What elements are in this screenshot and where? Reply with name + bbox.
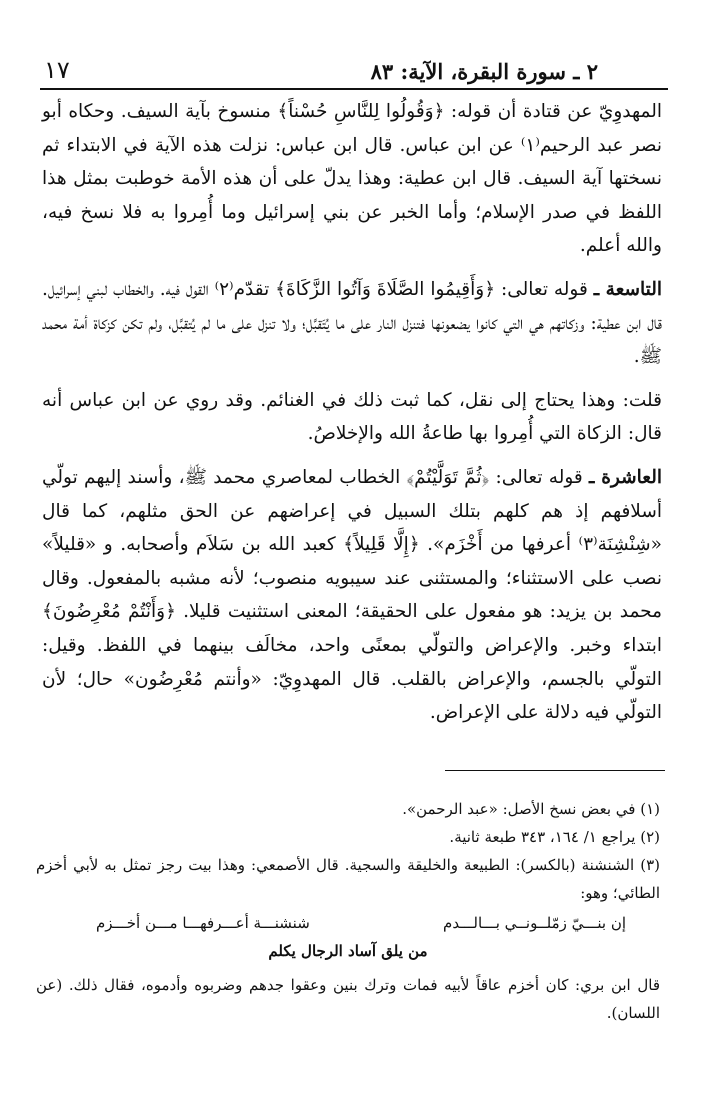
main-text <box>42 95 662 730</box>
page-number: ١٧ <box>44 56 70 84</box>
verse-line-1 <box>36 909 660 937</box>
paragraph-4 <box>42 461 662 730</box>
footnote-3-tail: قال ابن بري: كان أخزم عاقاً لأبيه فمات وترك بنين وعقوا جدهم وضربوه وأدموه، فقال ذلك. (عن اللسان). <box>36 976 660 1022</box>
paragraph-2-text: قوله تعالى: ﴿وَأَقِيمُوا الصَّلَاةَ وَآتُوا الزَّكَاةَ﴾ تقدّم⁽٢⁾ القول فيه. والخطاب لبني إسرائيل. قال ابن عطية: وزكاتهم هي التي كانوا يضعونها فتنزل النار على ما يُتَقبَّل؛ ولا تنزل على ما لم يُتقبَّل، ولم تكن كزكاة أمة محمد ﷺ. <box>42 278 662 368</box>
footnote-separator <box>445 770 665 771</box>
footnotes <box>36 795 660 1027</box>
paragraph-3: قلت: وهذا يحتاج إلى نقل، كما ثبت ذلك في الغنائم. وقد روي عن ابن عباس أنه قال: الزكاة التي أُمِروا بها طاعةُ الله والإخلاصُ. <box>42 389 662 445</box>
verse-hemistich-1: إن بنـــيّ زمّلــونــي بـــالـــدم <box>443 914 626 932</box>
paragraph-1: المهدوِيّ عن قتادة أن قوله: ﴿وَقُولُوا لِلنَّاسِ حُسْناً﴾ منسوخ بآية السيف. وحكاه أبو نصر عبد الرحيم⁽١⁾ عن ابن عباس. قال ابن عباس: نزلت هذه الآية في الابتداء ثم نسختها آية السيف. قال ابن عطية: وهذا يدلّ على أن هذه الأمة خوطبت بمثل هذا اللفظ في صدر الإسلام؛ وأما الخبر عن بني إسرائيل وما أُمِروا به فلا نسخ فيه، والله أعلم. <box>42 101 662 257</box>
footnote-2: (٢) يراجع ١/ ١٦٤، ٣٤٣ طبعة ثانية. <box>449 828 660 846</box>
footnote-1: (١) في بعض نسخ الأصل: «عبد الرحمن». <box>402 800 660 818</box>
section-lead-ninth: التاسعة ـ <box>593 278 662 300</box>
verse-hemistich-2: شنشنـــة أعـــرفهـــا مـــن أخـــزم <box>96 914 310 932</box>
paragraph-4-text: قوله تعالى: ﴿ثُمَّ تَوَلَّيْتُمْ﴾ الخطاب لمعاصري محمد ﷺ، وأسند إليهم تولّي أسلافهم إذ هم كلهم بتلك السبيل في إعراضهم عن الحق مثلهم، كما قال «شِنْشِنَة⁽٣⁾ أعرفها من أَخْزَم». ﴿إِلَّا قَلِيلاً﴾ كعبد الله بن سَلاَم وأصحابه. و «قليلاً» نصب على الاستثناء؛ والمستثنى عند سيبويه منصوب؛ لأنه مشبه بالمفعول. وقال محمد بن يزيد: هو مفعول على الحقيقة؛ المعنى استثنيت قليلا. ﴿وَأَنْتُمْ مُعْرِضُونَ﴾ ابتداء وخبر. والإعراض والتولّي بمعنًى واحد، مخالَف بينهما في اللفظ. وقيل: التولّي بالجسم، والإعراض بالقلب. قال المهدوِيّ: «وأنتم مُعْرِضُون» حال؛ لأن التولّي فيه دلالة على الإعراض. <box>42 466 662 724</box>
page-header <box>40 48 668 90</box>
paragraph-2 <box>42 273 662 374</box>
running-head: ٢ ـ سورة البقرة، الآية: ٨٣ <box>370 59 598 84</box>
verse-line-2: من يلق آساد الرجال يكلم <box>268 942 428 960</box>
footnote-3: (٣) الشنشنة (بالكسر): الطبيعة والخليقة والسجية. قال الأصمعي: وهذا بيت رجز تمثل به لأبي أخزم الطائي؛ وهو: <box>36 856 660 902</box>
section-lead-tenth: العاشرة ـ <box>589 466 662 488</box>
